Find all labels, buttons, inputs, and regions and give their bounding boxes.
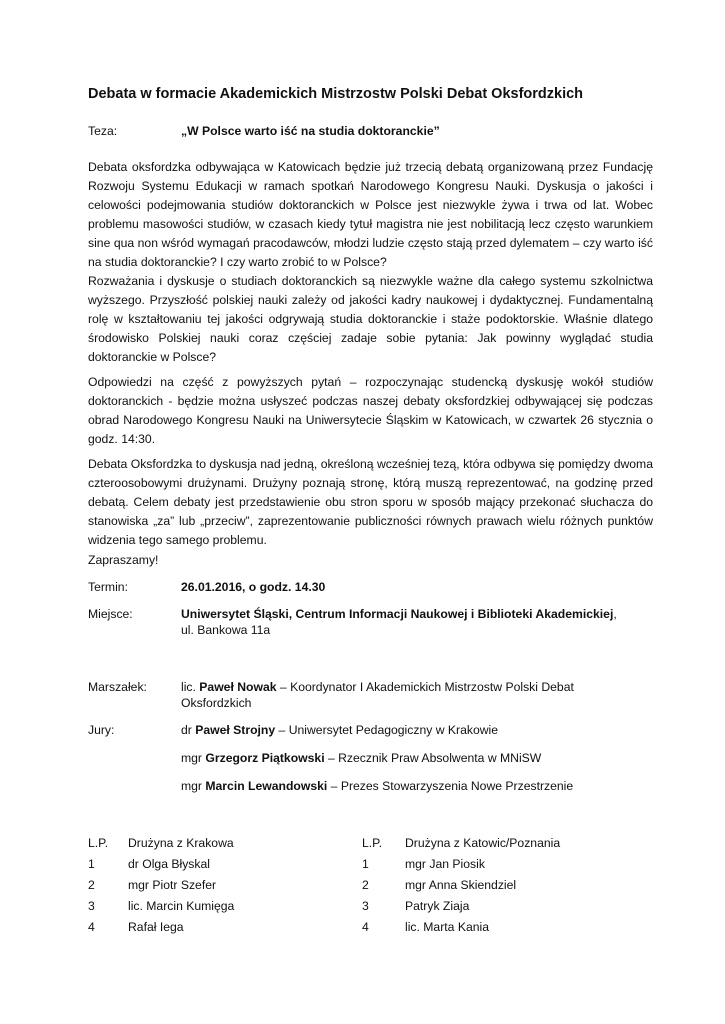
miejsce-value <box>181 606 661 638</box>
team-lp: 1 <box>88 857 95 871</box>
miejsce-venue-comma: , <box>613 607 617 621</box>
team-member: mgr Anna Skiendziel <box>405 878 517 892</box>
team-member: dr Olga Błyskal <box>128 857 210 871</box>
team-lp: 3 <box>88 899 95 913</box>
team-lp: 4 <box>362 920 369 934</box>
team-member: lic. Marta Kania <box>405 920 489 934</box>
jury-member <box>181 722 641 738</box>
jury-member <box>181 778 641 794</box>
termin-value: 26.01.2016, o godz. 14.30 <box>181 580 326 594</box>
team-lp: 2 <box>362 878 369 892</box>
team-katowice-header: Drużyna z Katowic/Poznania <box>405 836 561 850</box>
marszalek-name: Paweł Nowak <box>199 680 277 694</box>
termin-row <box>88 579 653 595</box>
paragraph-2: Rozważania i dyskusje o studiach doktoranckich są niezwykle ważne dla całego systemu szkolnictwa wyższego. Przyszłość polskiej nauki zależy od jakości kadry naukowej i dydaktycznej. Fundamentalną rolę w kształtowaniu tej jakości odgrywają studia doktoranckie i staże podoktorskie. Właśnie dlatego środowisko Polskiej nauki coraz częściej zadaje sobie pytania: Jak powinny wyglądać studia doktoranckie w Polsce? <box>88 274 653 364</box>
team-member: mgr Jan Piosik <box>405 857 485 871</box>
jury-member-name: Grzegorz Piątkowski <box>205 751 325 765</box>
miejsce-venue: Uniwersytet Śląski, Centrum Informacji Naukowej i Biblioteki Akademickiej <box>181 607 614 621</box>
jury-member-title: mgr <box>181 779 206 793</box>
miejsce-label: Miejsce: <box>88 607 133 621</box>
paragraph-4: Debata Oksfordzka to dyskusja nad jedną, określoną wcześniej tezą, która odbywa się pomiędzy dwoma czteroosobowymi drużynami. Drużyny poznają stronę, którą muszą reprezentować, na godzinę przed debatą. Celem debaty jest przedstawienie obu stron sporu w sposób mający przekonać słuchacza do stanowiska „za” lub „przeciw”, zaprezentowanie publiczności równych prawach wielu różnych punktów widzenia tego samego problemu. <box>88 457 653 547</box>
marszalek-label: Marszałek: <box>88 680 147 694</box>
jury-member-role: – Rzecznik Praw Absolwenta w MNiSW <box>324 751 542 765</box>
jury-member-role: – Prezes Stowarzyszenia Nowe Przestrzenie <box>327 779 574 793</box>
jury-member-title: dr <box>181 723 196 737</box>
team-member: lic. Marcin Kumięga <box>128 899 235 913</box>
marszalek-role: – Koordynator I Akademickich Mistrzostw Polski Debat Oksfordzkich <box>181 680 574 710</box>
team-krakow-table <box>88 835 348 945</box>
jury-section <box>88 722 653 802</box>
team-lp: 1 <box>362 857 369 871</box>
document-title: Debata w formacie Akademickich Mistrzostw Polski Debat Oksfordzkich <box>88 86 584 102</box>
thesis-text: „W Polsce warto iść na studia doktoranckie” <box>181 124 440 138</box>
jury-member-title: mgr <box>181 751 206 765</box>
team-member: Patryk Ziaja <box>405 899 470 913</box>
invite-text: Zapraszamy! <box>88 553 159 567</box>
team-member: Rafał Iega <box>128 920 184 934</box>
paragraph-1: Debata oksfordzka odbywająca w Katowicach będzie już trzecią debatą organizowaną przez Fundację Rozwoju Systemu Edukacji w ramach spotkań Narodowego Kongresu Nauki. Dyskusja o jakości i celowości podejmowania studiów doktoranckich w Polsce jest niezwykle żywa i trwa od lat. Wobec problemu masowości studiów, w czasach kiedy tytuł magistra nie jest nobilitacją lecz często warunkiem sine qua non wśród wymagań pracodawców, młodzi ludzie często stają przed dylematem – czy warto iść na studia doktoranckie? I czy warto zrobić to w Polsce? <box>88 160 653 269</box>
jury-member <box>181 750 641 766</box>
team-krakow-header: Drużyna z Krakowa <box>128 836 234 850</box>
miejsce-address: ul. Bankowa 11a <box>181 623 271 637</box>
paragraph-3: Odpowiedzi na część z powyższych pytań – rozpoczynając studencką dyskusję wokół studiów doktoranckich - będzie można usłyszeć podczas naszej debaty oksfordzkiej odbywającej się podczas obrad Narodowego Kongresu Nauki na Uniwersytecie Śląskim w Katowicach, w czwartek 26 stycznia o godz. 14:30. <box>88 375 653 446</box>
team-lp: 2 <box>88 878 95 892</box>
team-katowice-lp-header: L.P. <box>362 836 383 850</box>
team-member: mgr Piotr Szefer <box>128 878 217 892</box>
thesis-label: Teza: <box>88 124 118 138</box>
jury-member-name: Paweł Strojny <box>195 723 276 737</box>
jury-label: Jury: <box>88 723 115 737</box>
miejsce-row <box>88 606 653 640</box>
thesis-row <box>88 123 653 139</box>
team-lp: 3 <box>362 899 369 913</box>
termin-label: Termin: <box>88 580 128 594</box>
marszalek-title: lic. <box>181 680 200 694</box>
team-lp: 4 <box>88 920 95 934</box>
jury-member-role: – Uniwersytet Pedagogiczny w Krakowie <box>275 723 499 737</box>
jury-member-name: Marcin Lewandowski <box>205 779 328 793</box>
team-katowice-table <box>362 835 652 945</box>
marszalek-row <box>88 679 653 713</box>
marszalek-value <box>181 679 591 711</box>
team-krakow-lp-header: L.P. <box>88 836 109 850</box>
